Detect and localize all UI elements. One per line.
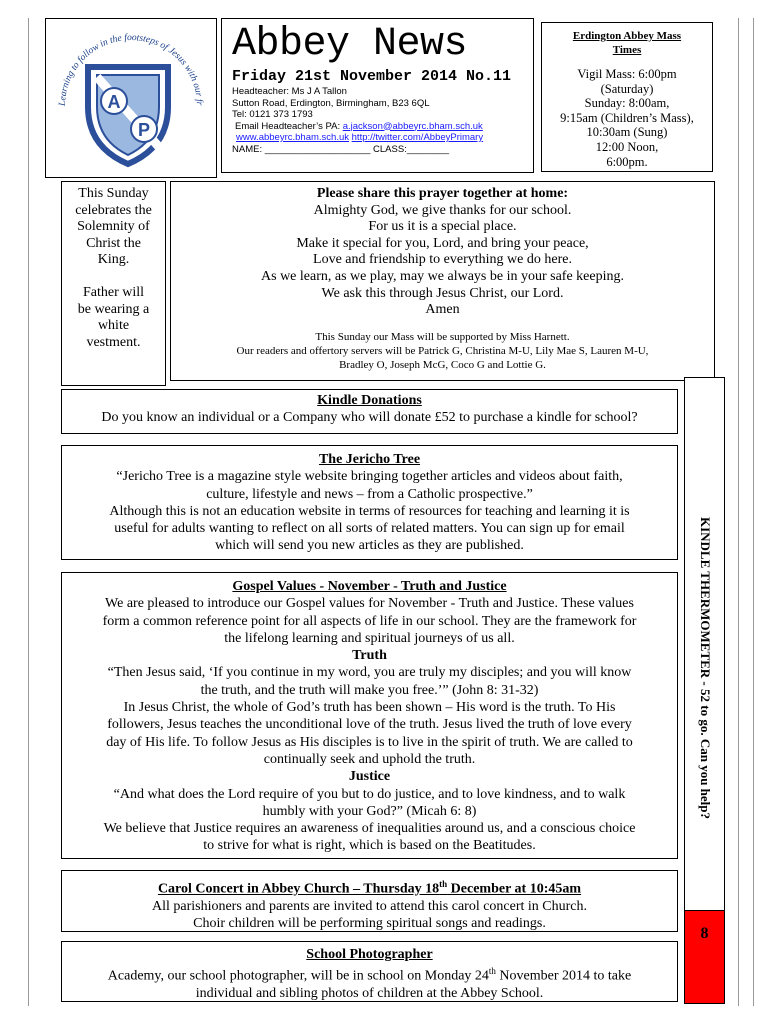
thermometer-label: KINDLE THERMOMETER - 52 to go. Can you help?	[697, 516, 713, 820]
mass-times-list: Vigil Mass: 6:00pm (Saturday) Sunday: 8:00am, 9:15am (Children’s Mass), 10:30am (Sung) 12:00 Noon, 6:00pm.	[560, 67, 694, 169]
kindle-donations-box	[61, 389, 678, 434]
carol-text: All parishioners and parents are invited to attend this carol concert in Church. Choir children will be performing spiritual songs and readings.	[151, 898, 588, 932]
jericho-tree-box	[61, 445, 678, 560]
jericho-text: “Jericho Tree is a magazine style website bringing together articles and videos about faith, culture, lifestyle and news – from a Catholic prospective.” Although this is not an education website in terms of resources for teaching and learning it is useful for adults wanting to reflect on all sorts of related matters. You can sign up for email which will send you new articles as they are published.	[109, 469, 630, 554]
justice-text: “And what does the Lord require of you but to do justice, and to love kindness, and to walk humbly with your God?” (Micah 6: 8) We believe that Justice requires an awareness of inequalities around us, and a conscious choice to strive for what is right, which is based on the Beatitudes.	[103, 786, 636, 854]
right-margin-line	[738, 18, 739, 1006]
truth-heading: Truth	[352, 648, 387, 664]
newsletter-title: Abbey News	[232, 22, 468, 67]
kindle-thermometer	[684, 377, 725, 1004]
mass-times-box	[541, 22, 713, 172]
prayer-heading: Please share this prayer together at home:	[316, 186, 569, 201]
mass-times-title: Erdington Abbey Mass Times	[572, 30, 682, 56]
telephone: Tel: 0121 373 1793	[232, 109, 313, 120]
kindle-text: Do you know an individual or a Company who will donate £52 to purchase a kindle for school?	[101, 409, 638, 425]
photographer-heading: School Photographer	[306, 947, 433, 962]
logo-box	[45, 18, 217, 178]
issue-date: Friday 21st November 2014 No.11	[232, 68, 512, 85]
website-link[interactable]: www.abbeyrc.bham.sch.uk	[236, 132, 349, 143]
school-crest-logo	[46, 19, 216, 177]
solemnity-note: This Sunday celebrates the Solemnity of Christ the King.	[75, 186, 152, 268]
name-class-field: NAME: ____________________ CLASS:________	[232, 143, 450, 155]
headteacher: Headteacher: Ms J A Tallon	[232, 86, 347, 97]
address: Sutton Road, Erdington, Birmingham, B23 6QL	[232, 97, 430, 109]
mass-support-note: This Sunday our Mass will be supported by Miss Harnett. Our readers and offertory servers will be Patrick G, Christina M-U, Lily Mae S, Lauren M-U, Bradley O, Joseph McG, Coco G and Lottie G.	[236, 330, 649, 371]
prayer-text: Almighty God, we give thanks for our school. For us it is a special place. Make it special for you, Lord, and bring your peace, Love and friendship to everything we do here. As we learn, as we play, may we always be in your safe keeping. We ask this through Jesus Christ, our Lord. Amen	[261, 202, 624, 318]
logo-ring-text: Learning to follow in the footsteps of Jesus with our fr	[57, 32, 205, 107]
gospel-values-box	[61, 572, 678, 859]
email-label: Email Headteacher’s PA:	[235, 120, 343, 132]
thermometer-fill	[685, 910, 724, 1003]
prayer-box	[170, 181, 715, 381]
email-link[interactable]: a.jackson@abbeyrc.bham.sch.uk	[342, 120, 483, 132]
gospel-intro: We are pleased to introduce our Gospel values for November - Truth and Justice. These values form a common reference point for all aspects of life in our school. They are the framework for the lifelong learning and spiritual journeys of us all.	[102, 596, 637, 646]
logo-letter-p: P	[137, 120, 151, 140]
sunday-note-box	[61, 181, 166, 386]
thermometer-value: 8	[700, 925, 709, 942]
jericho-heading: The Jericho Tree	[318, 452, 421, 467]
gospel-heading: Gospel Values - November - Truth and Justice	[232, 579, 507, 594]
logo-letter-a: A	[107, 92, 121, 112]
photographer-text: Academy, our school photographer, will be in school on Monday 24th November 2014 to take individual and sibling photos of children at the Abbey School.	[107, 966, 632, 1002]
justice-heading: Justice	[348, 769, 391, 785]
kindle-heading: Kindle Donations	[317, 393, 422, 408]
photographer-box	[61, 941, 678, 1002]
truth-text: “Then Jesus said, ‘If you continue in my word, you are truly my disciples; and you will know the truth, and the truth will make you free.’” (John 8: 31-32) In Jesus Christ, the whole of God’s truth has been shown – His word is the truth. To His followers, Jesus teaches the unconditional love of the truth. Jesus lived the truth of love every day of His life. To follow Jesus as His disciples is to live in the spirit of truth. We are called to continually seek and uphold the truth.	[106, 665, 633, 767]
carol-heading: Carol Concert in Abbey Church – Thursday 18th December at 10:45am	[157, 879, 582, 897]
masthead	[221, 18, 534, 173]
twitter-link[interactable]: http://twitter.com/AbbeyPrimary	[351, 132, 484, 143]
vestment-note: Father will be wearing a white vestment.	[77, 284, 150, 350]
carol-concert-box	[61, 870, 678, 932]
